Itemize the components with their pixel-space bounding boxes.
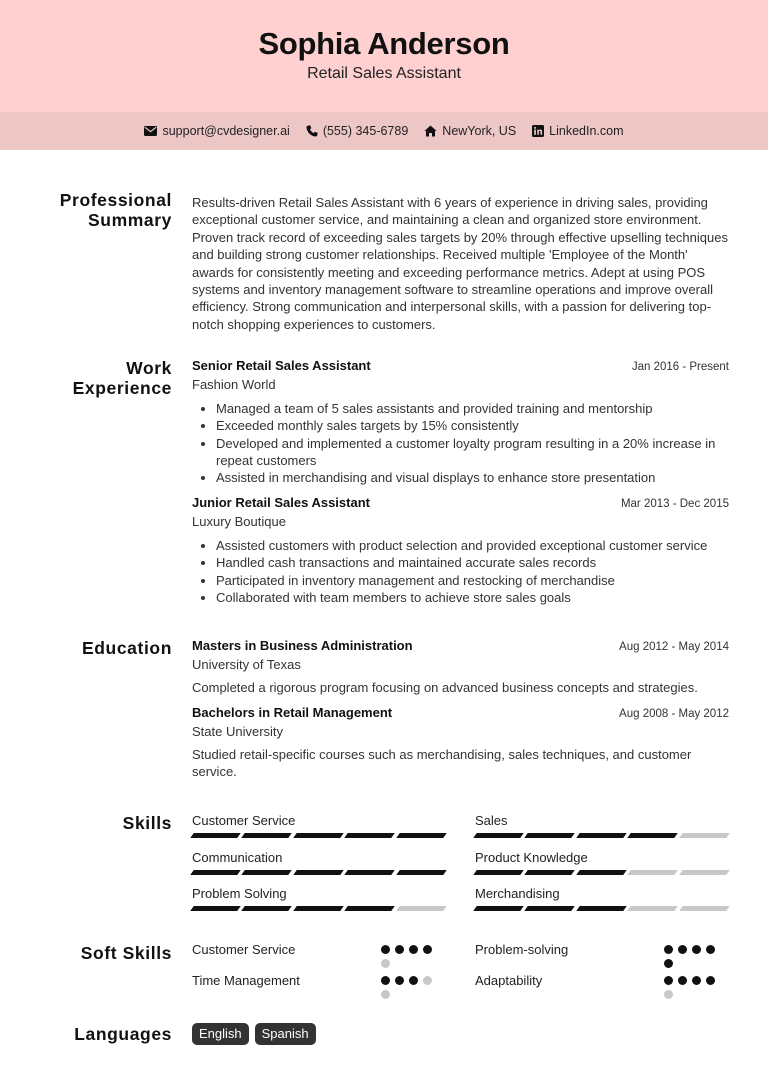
soft-skill-name: Problem-solving [475, 942, 569, 957]
skill-bar-segment [344, 906, 395, 911]
experience-title-line2: Experience [72, 378, 172, 398]
skill-bar-segment [525, 870, 576, 875]
experience-title-line1: Work [126, 358, 172, 378]
skill-bar-segment [473, 906, 524, 911]
location-text: NewYork, US [442, 124, 517, 138]
rating-dot [381, 959, 390, 968]
skill-bar-segment [627, 833, 678, 838]
skill-name: Customer Service [192, 813, 296, 828]
phone-icon [306, 125, 318, 137]
skill-name: Product Knowledge [475, 850, 588, 865]
skill-bar-segment [396, 906, 447, 911]
skill-bar-segment [190, 870, 241, 875]
rating-dot [409, 945, 418, 954]
skill-bar-segment [679, 833, 730, 838]
job-title: Junior Retail Sales Assistant [192, 495, 370, 510]
skill-bar-segment [679, 870, 730, 875]
skill-bar-segment [242, 906, 293, 911]
skill-bar-segment [525, 833, 576, 838]
rating-dot [423, 945, 432, 954]
education-date: Aug 2008 - May 2012 [619, 708, 729, 720]
skill-bar-segment [242, 870, 293, 875]
section-title-education: Education [82, 638, 172, 658]
skill-bar-segment [396, 870, 447, 875]
skill-bar-segment [293, 906, 344, 911]
skill-bar-segment [344, 833, 395, 838]
rating-dot [692, 945, 701, 954]
rating-dot [409, 976, 418, 985]
email-text: support@cvdesigner.ai [162, 124, 290, 138]
skill-bar [475, 833, 728, 838]
summary-title-line1: Professional [59, 190, 172, 210]
skill-bar-segment [473, 833, 524, 838]
skill-bar [192, 870, 445, 875]
skill-item [192, 813, 445, 838]
section-title-summary [60, 190, 172, 230]
contact-email[interactable] [144, 124, 289, 138]
skill-bar [192, 906, 445, 911]
school-name: State University [192, 724, 284, 740]
rating-dot [381, 990, 390, 999]
soft-skill-rating [381, 976, 437, 999]
skill-item [475, 813, 728, 838]
education-entry [192, 704, 729, 781]
linkedin-icon [532, 125, 544, 137]
skill-bar [475, 906, 728, 911]
rating-dot [678, 976, 687, 985]
contact-location [424, 124, 516, 138]
rating-dot [381, 945, 390, 954]
list-item: • Developed and implemented a customer loyalty program resulting in a 20% increase in repeat customers [216, 435, 729, 470]
skill-item [192, 886, 445, 911]
job-title: Senior Retail Sales Assistant [192, 358, 371, 373]
skill-name: Sales [475, 813, 508, 828]
phone-text: (555) 345-6789 [322, 124, 409, 138]
linkedin-text: LinkedIn.com [549, 124, 624, 138]
skill-bar-segment [242, 833, 293, 838]
list-item: • Assisted customers with product selection and provided exceptional customer service [216, 537, 729, 554]
list-item: • Assisted in merchandising and visual displays to enhance store presentation [216, 469, 729, 486]
skill-bar-segment [576, 906, 627, 911]
job-entry [192, 494, 729, 606]
list-item: • Managed a team of 5 sales assistants and provided training and mentorship [216, 400, 729, 417]
rating-dot [381, 976, 390, 985]
skill-name: Communication [192, 850, 283, 865]
soft-skill-name: Adaptability [475, 973, 543, 988]
soft-skill-rating [664, 945, 720, 968]
skill-bar-segment [190, 906, 241, 911]
skill-bar-segment [293, 870, 344, 875]
education-date: Aug 2012 - May 2014 [619, 641, 729, 653]
skill-bar [475, 870, 728, 875]
job-entry [192, 357, 729, 487]
skill-bar-segment [576, 870, 627, 875]
rating-dot [664, 945, 673, 954]
job-bullets [192, 537, 729, 607]
job-company: Luxury Boutique [192, 514, 286, 530]
skill-bar-segment [627, 906, 678, 911]
language-list [192, 1023, 316, 1045]
rating-dot [664, 990, 673, 999]
rating-dot [664, 976, 673, 985]
skill-name: Problem Solving [192, 886, 287, 901]
soft-skill-name: Customer Service [192, 942, 296, 957]
language-badge: Spanish [255, 1023, 316, 1045]
skill-item [475, 850, 728, 875]
rating-dot [678, 945, 687, 954]
rating-dot [692, 976, 701, 985]
section-title-experience [73, 358, 172, 398]
education-description: Studied retail-specific courses such as merchandising, sales techniques, and customer service. [192, 746, 692, 780]
section-title-soft-skills: Soft Skills [80, 943, 172, 963]
list-item: • Handled cash transactions and maintained accurate sales records [216, 554, 729, 571]
contact-bar [0, 112, 768, 150]
rating-dot [395, 976, 404, 985]
degree-title: Bachelors in Retail Management [192, 705, 393, 720]
skill-name: Merchandising [475, 886, 560, 901]
skill-bar [192, 833, 445, 838]
envelope-icon [144, 126, 157, 136]
school-name: University of Texas [192, 657, 301, 673]
education-description: Completed a rigorous program focusing on advanced business concepts and strategies. [192, 679, 698, 695]
soft-skill-rating [381, 945, 437, 968]
rating-dot [706, 976, 715, 985]
candidate-name: Sophia Anderson [258, 26, 510, 61]
job-bullets [192, 400, 729, 487]
skill-item [192, 850, 445, 875]
home-icon [424, 125, 437, 137]
list-item: • Exceeded monthly sales targets by 15% consistently [216, 417, 729, 434]
summary-title-line2: Summary [88, 210, 172, 230]
summary-text: Results-driven Retail Sales Assistant with 6 years of experience in driving sales, providing exceptional customer service, and maintaining a clean and organized store environment. Proven track record of exceeding sales targets by 20% through effective upselling techniques and building strong customer relationships. Received multiple 'Employee of the Month' awards for consistently meeting and exceeding performance metrics. Adept at using POS systems and inventory management software to streamline operations and improve overall efficiency. Strong communication and interpersonal skills, with a passion for delivering top-notch shopping experiences to customers. [192, 195, 728, 332]
header-banner [0, 0, 768, 112]
skill-item [475, 886, 728, 911]
list-item: • Participated in inventory management and restocking of merchandise [216, 572, 729, 589]
candidate-role: Retail Sales Assistant [307, 65, 461, 82]
skill-bar-segment [396, 833, 447, 838]
skill-bar-segment [679, 906, 730, 911]
skill-bar-segment [190, 833, 241, 838]
contact-linkedin[interactable] [532, 124, 623, 138]
skill-bar-segment [344, 870, 395, 875]
degree-title: Masters in Business Administration [192, 638, 413, 653]
job-date: Jan 2016 - Present [631, 361, 729, 373]
section-title-languages: Languages [74, 1024, 172, 1044]
section-title-skills: Skills [122, 813, 172, 833]
contact-phone[interactable] [306, 124, 408, 138]
skill-bar-segment [627, 870, 678, 875]
skill-bar-segment [293, 833, 344, 838]
rating-dot [423, 976, 432, 985]
rating-dot [664, 959, 673, 968]
job-date: Mar 2013 - Dec 2015 [620, 498, 729, 510]
rating-dot [395, 945, 404, 954]
job-company: Fashion World [192, 377, 276, 393]
language-badge: English [192, 1023, 249, 1045]
soft-skill-name: Time Management [192, 973, 300, 988]
skill-bar-segment [576, 833, 627, 838]
rating-dot [706, 945, 715, 954]
education-entry [192, 637, 729, 696]
soft-skill-rating [664, 976, 720, 999]
list-item: • Collaborated with team members to achieve store sales goals [216, 589, 729, 606]
skill-bar-segment [525, 906, 576, 911]
skill-bar-segment [473, 870, 524, 875]
